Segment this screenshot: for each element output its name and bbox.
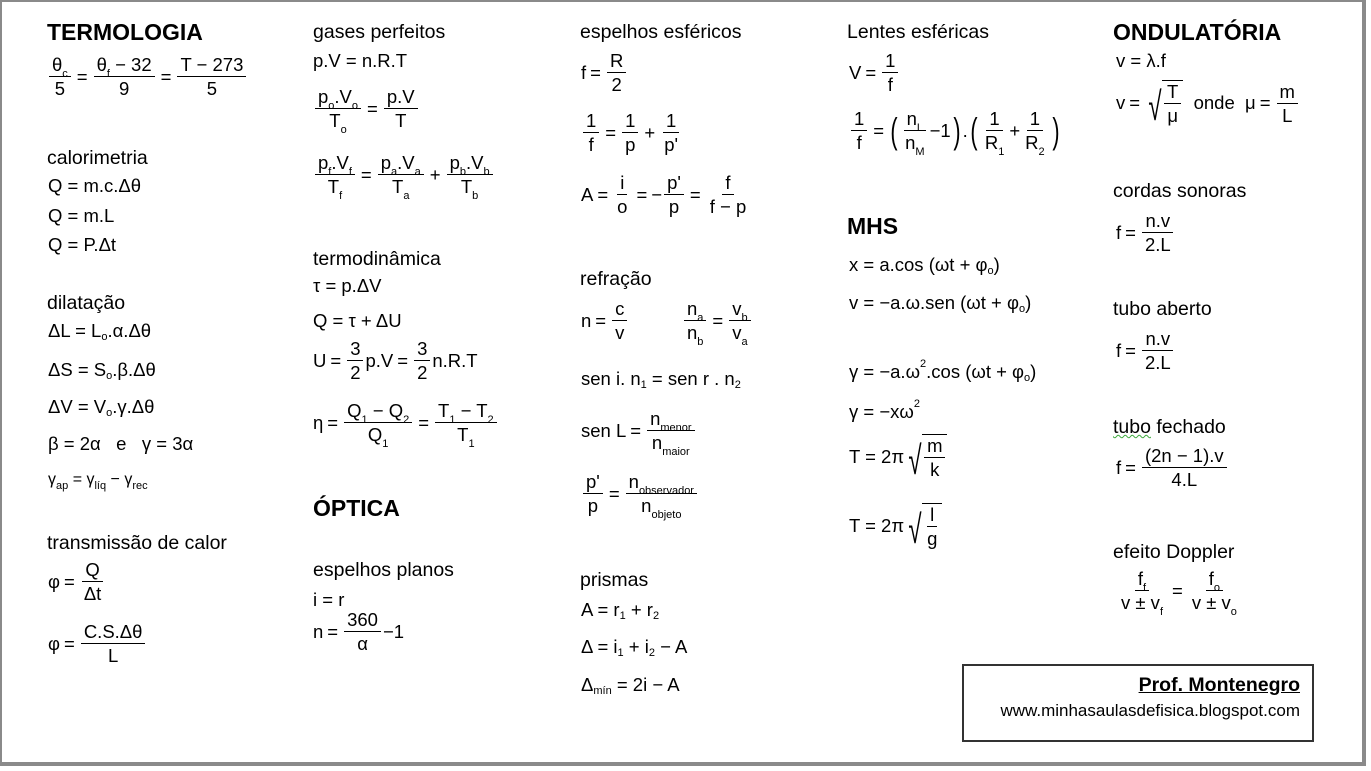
formula-taylor: v = √ $\frac{T}{\mu}$ onde μ = $\frac{m}{L}$ xyxy=(1116,80,1300,127)
section-title-espelhos-planos: espelhos planos xyxy=(313,559,454,581)
section-title-termodinamica: termodinâmica xyxy=(313,248,441,270)
formula-snell: sen i. n 1 = sen r . n 2 xyxy=(581,368,741,391)
label-e: e xyxy=(116,433,127,454)
section-title-refracao: refração xyxy=(580,268,652,290)
author-signature-box xyxy=(962,664,1314,742)
formula-aumento: A = $\frac{i}{o}$ = − $\frac{p'}{p}$ = $\frac{f}{f - p}$ xyxy=(581,172,747,218)
formula-gauss: $\frac{1}{f}$ = $\frac{1}{p}$ + $\frac{1}{p'}$ xyxy=(581,110,683,156)
section-title-termologia: TERMOLOGIA xyxy=(47,19,203,45)
formula-rendimento: η = $\frac{Q_1 - Q_2}{Q_1}$ = $\frac{T_1 - T_2}{T_1}$ xyxy=(313,400,499,446)
section-title-doppler: efeito Doppler xyxy=(1113,541,1235,563)
author-url[interactable]: www.minhasaulasdefisica.blogspot.com xyxy=(1000,701,1300,720)
section-title-calorimetria: calorimetria xyxy=(47,147,148,169)
formula-energia-interna: U = $\frac{3}{2}$ p.V = $\frac{3}{2}$ n.R.T xyxy=(313,338,478,384)
formula-reflexao: i = r xyxy=(313,589,345,610)
formula-periodo-pendulo: T = 2π √ $\frac{l}{g}$ xyxy=(849,503,942,550)
section-title-tubo-aberto: tubo aberto xyxy=(1113,298,1212,320)
formula-dioptro: $\frac{p'}{p}$ = $\frac{n_{observador}}{n_{objeto}}$ xyxy=(581,471,699,517)
formula-escalas: $\frac{\theta_c}{5}$ = $\frac{\theta_f - 32}{9}$ = $\frac{T - 273}{5}$ xyxy=(47,54,248,100)
label-tubo: tubo xyxy=(1113,416,1151,438)
section-title-ondulatoria: ONDULATÓRIA xyxy=(1113,19,1282,45)
formula-periodo-mola: T = 2π √ $\frac{m}{k}$ xyxy=(849,434,947,481)
formula-prisma-desvio: Δ = i 1 + i 2 − A xyxy=(581,636,688,659)
formula-potencia: Q = P.Δt xyxy=(48,234,117,255)
formula-gas-geral: $\frac{p_o.V_o}{T_o}$ = $\frac{p.V}{T}$ xyxy=(313,86,420,132)
section-title-optica: ÓPTICA xyxy=(313,495,400,521)
formula-numero-imagens: n = $\frac{360}{\alpha}$ −1 xyxy=(313,609,405,655)
author-name: Prof. Montenegro xyxy=(1138,674,1300,696)
formula-equacao-onda: v = λ.f xyxy=(1116,50,1166,71)
label-onde: onde xyxy=(1193,92,1235,114)
section-title-espelhos-esfericos: espelhos esféricos xyxy=(580,21,742,43)
label-fechado: fechado xyxy=(1150,416,1226,438)
formula-desvio-minimo: Δ mín = 2i − A xyxy=(581,674,680,697)
formula-razao-indices: $\frac{n_a}{n_b}$ = $\frac{v_b}{v_a}$ xyxy=(682,298,753,344)
formula-clapeyron: p.V = n.R.T xyxy=(313,50,408,71)
formula-mhs-aceleracao: γ = −a.ω 2 .cos (ωt + φ o ) xyxy=(849,358,1037,384)
formula-foco: f = $\frac{R}{2}$ xyxy=(581,50,628,96)
formula-fluxo-calor: φ = $\frac{Q}{\Delta t}$ xyxy=(48,559,102,605)
formula-fourier: φ = $\frac{C.S.\Delta\theta}{L}$ xyxy=(48,621,147,667)
formula-dilatacao-volumetrica: ΔV = V o .γ.Δθ xyxy=(48,396,155,419)
formula-vergencia: V = $\frac{1}{f}$ xyxy=(849,50,900,96)
formula-doppler: $\frac{f_f}{v \pm v_f}$ = $\frac{f_o}{v \pm v_o}$ xyxy=(1121,568,1237,619)
formula-dilatacao-aparente: γ ap = γ líq − γ rec xyxy=(48,471,148,492)
formula-mhs-aceleracao-posicao: γ = −xω 2 xyxy=(849,398,920,422)
section-title-gases: gases perfeitos xyxy=(313,21,446,43)
formula-mhs-velocidade: v = −a.ω.sen (ωt + φ o ) xyxy=(849,292,1032,315)
formula-trabalho: τ = p.ΔV xyxy=(313,275,382,296)
formula-indice-refracao: n = $\frac{c}{v}$ xyxy=(581,298,629,344)
formula-calor-latente: Q = m.L xyxy=(48,205,115,226)
section-title-lentes: Lentes esféricas xyxy=(847,21,989,43)
section-title-tubo-fechado xyxy=(1113,416,1226,439)
section-title-cordas: cordas sonoras xyxy=(1113,180,1247,202)
section-title-mhs: MHS xyxy=(847,213,899,239)
formula-cordas: f = $\frac{n.v}{2.L}$ xyxy=(1116,210,1176,256)
formula-primeira-lei: Q = τ + ΔU xyxy=(313,310,402,331)
formula-mistura-gases: $\frac{p_f.V_f}{T_f}$ = $\frac{p_a.V_a}{T_a}$ + $\frac{p_b.V_b}{T_b}$ xyxy=(313,152,495,198)
formula-dilatacao-superficial: ΔS = S o .β.Δθ xyxy=(48,359,156,382)
section-title-prismas: prismas xyxy=(580,569,649,591)
formula-mhs-posicao: x = a.cos (ωt + φ o ) xyxy=(849,254,1000,277)
formula-tubo-aberto: f = $\frac{n.v}{2.L}$ xyxy=(1116,328,1176,374)
section-title-dilatacao: dilatação xyxy=(47,292,126,314)
formula-dilatacao-linear: ΔL = L o .α.Δθ xyxy=(48,320,152,343)
formula-relacao-coeficientes: β = 2α e γ = 3α xyxy=(48,433,194,454)
section-title-transmissao: transmissão de calor xyxy=(47,532,227,554)
formula-tubo-fechado: f = $\frac{(2n - 1).v}{4.L}$ xyxy=(1116,445,1229,491)
formula-fabricantes: $\frac{1}{f}$ = ( $\frac{n_L}{n_M}$ −1 ) . ( $\frac{1}{R_1}$ + $\frac{1}{R_2}$ ) xyxy=(849,108,1062,154)
formula-angulo-limite: sen L = $\frac{n_{menor}}{n_{maior}}$ xyxy=(581,408,697,454)
formula-prisma-angulo: A = r 1 + r 2 xyxy=(581,599,660,622)
formula-calor-sensivel: Q = m.c.Δθ xyxy=(48,175,142,196)
